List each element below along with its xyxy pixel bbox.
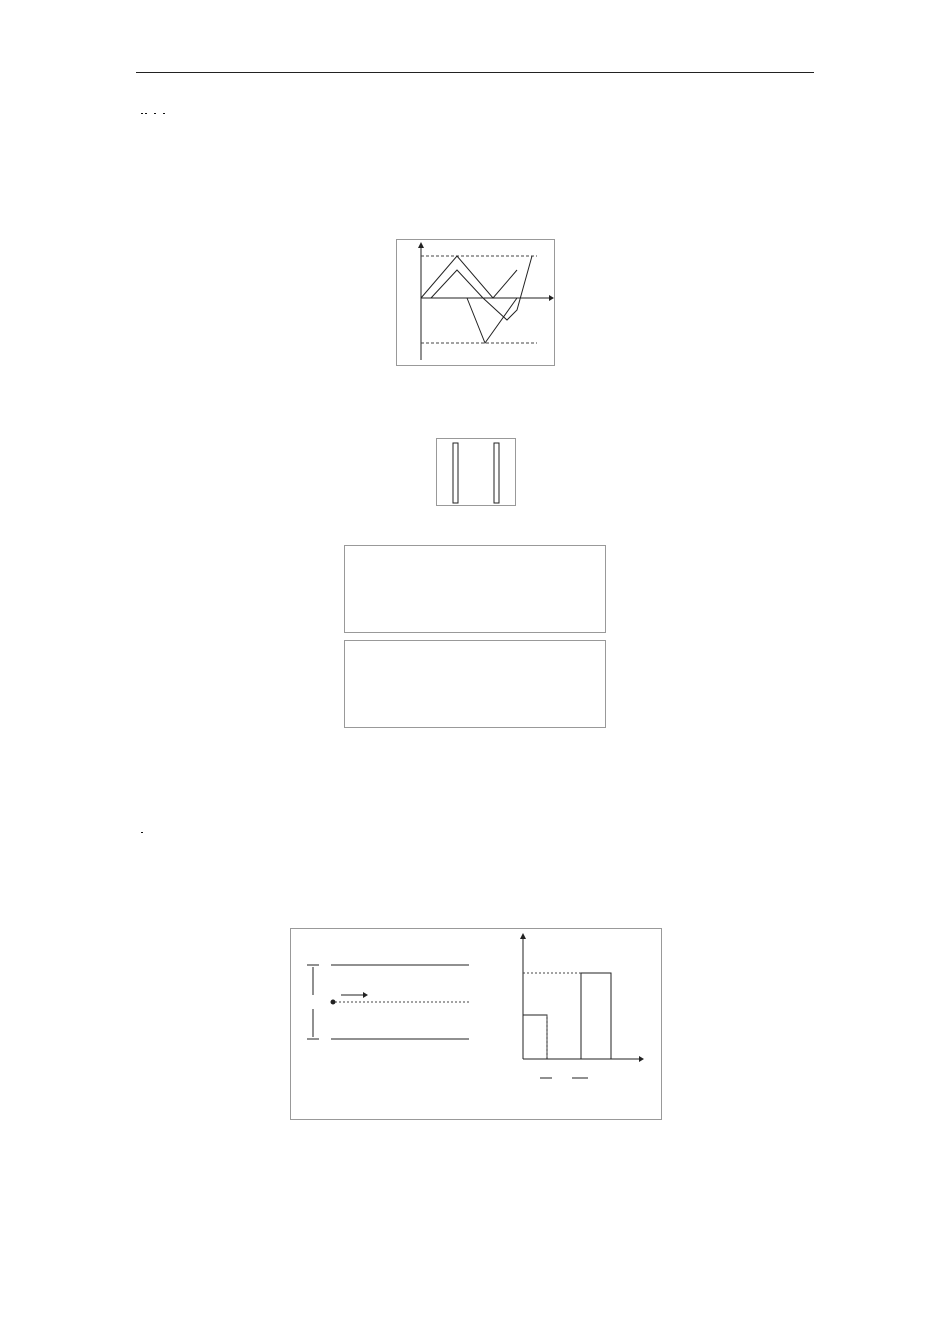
fraction-T-4 [154, 113, 156, 114]
fraction-T-4 [141, 113, 143, 114]
E-t-arrow [639, 1056, 644, 1062]
velocity-graph [396, 239, 555, 366]
options-bottom-svg [345, 641, 605, 727]
para1-line1 [140, 104, 166, 125]
numerator [141, 832, 143, 833]
d-label-bg [308, 995, 318, 1009]
plate-A-rect [453, 443, 458, 503]
fig3-svg [291, 929, 661, 1119]
fraction-T-3 [141, 832, 143, 833]
plate-B-rect [494, 443, 499, 503]
velocity-curve-2 [431, 256, 532, 320]
velocity-graph-svg [397, 240, 554, 365]
options-top-svg [345, 546, 605, 632]
velocity-curve-3 [467, 298, 517, 343]
variant2-line2 [140, 822, 144, 843]
2E0-segment [581, 973, 611, 1059]
t-arrow [549, 295, 554, 301]
E0-segment [523, 1015, 547, 1059]
fraction-3T-4 [145, 113, 147, 114]
v-arrow [418, 242, 424, 248]
options-figure-bottom [344, 640, 606, 728]
velocity-arrow-head [363, 992, 368, 998]
fig3 [290, 928, 662, 1120]
fraction-3T-4 [163, 113, 165, 114]
numerator [141, 113, 143, 114]
velocity-curve-1 [421, 256, 517, 298]
plates-figure [436, 438, 516, 506]
header-rule [136, 72, 814, 73]
plates-svg [437, 439, 515, 505]
options-figure-top [344, 545, 606, 633]
answer-line [140, 740, 155, 761]
numerator [163, 113, 165, 114]
E-arrow [520, 933, 526, 939]
numerator [154, 113, 156, 114]
numerator [145, 113, 147, 114]
particle [331, 1000, 336, 1005]
